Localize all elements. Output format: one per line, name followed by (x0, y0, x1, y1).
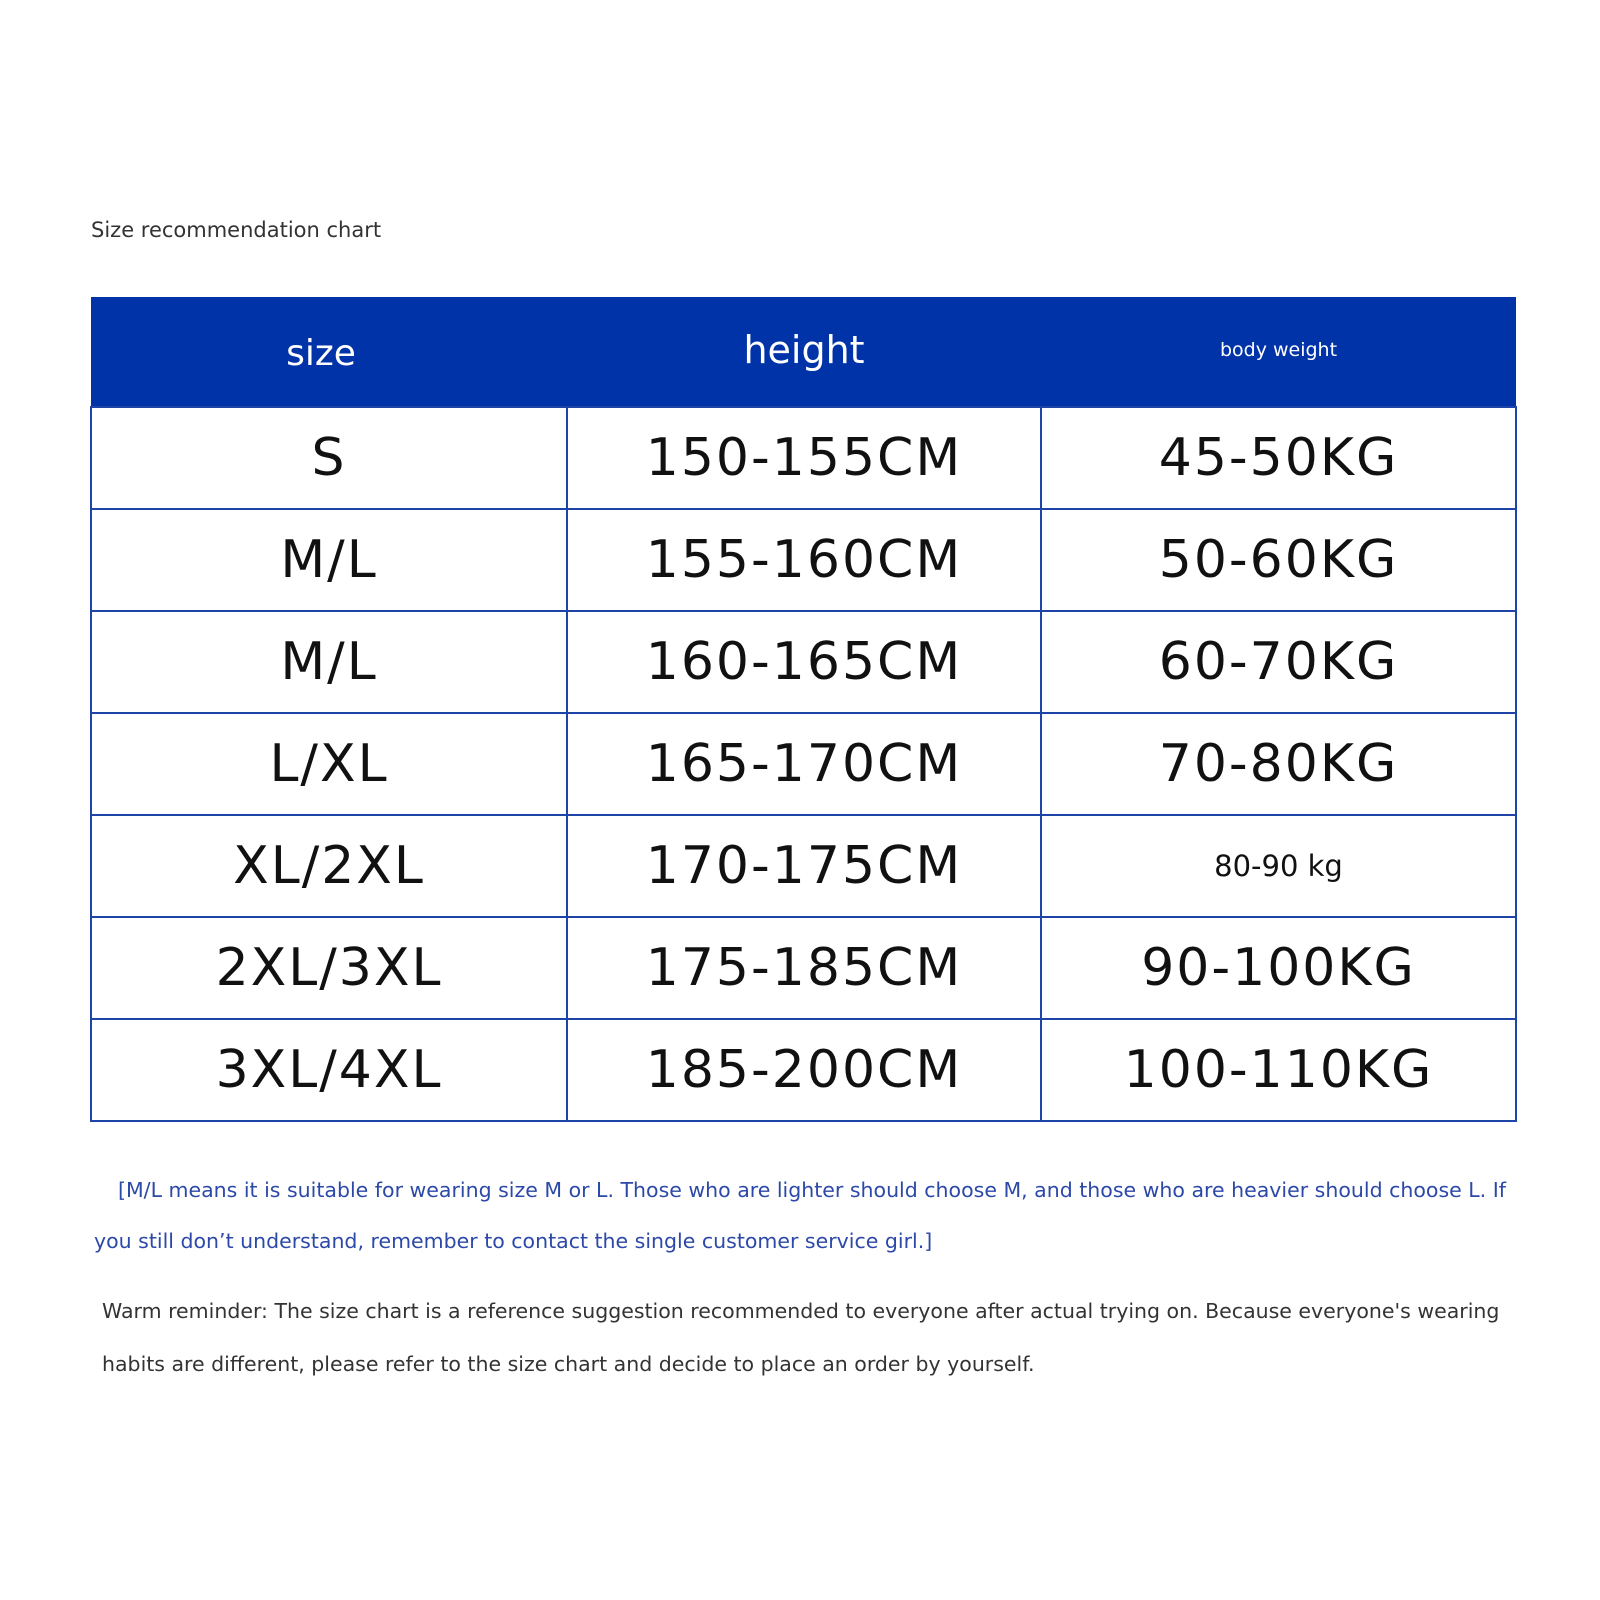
cell-weight: 80-90 kg (1041, 815, 1516, 917)
cell-height: 150-155CM (567, 407, 1041, 509)
size-table (90, 297, 1517, 1122)
warm-reminder-note: Warm reminder: The size chart is a reference suggestion recommended to everyone after actual trying on. Because everyone's wearing habits are different, please refer to the size chart and decide to place an order by yourself. (102, 1299, 1500, 1376)
header-height: height (743, 327, 865, 372)
cell-size: M/L (91, 509, 567, 611)
cell-size: M/L (91, 611, 567, 713)
chart-title: Size recommendation chart (91, 218, 382, 242)
table-row (91, 407, 1516, 509)
table-row (91, 1019, 1516, 1121)
cell-weight: 100-110KG (1041, 1019, 1516, 1121)
header-body-weight: body weight (1219, 338, 1338, 361)
cell-height: 165-170CM (567, 713, 1041, 815)
cell-height: 170-175CM (567, 815, 1041, 917)
cell-size: L/XL (91, 713, 567, 815)
cell-height: 160-165CM (567, 611, 1041, 713)
cell-weight: 90-100KG (1041, 917, 1516, 1019)
table-row (91, 509, 1516, 611)
cell-weight: 45-50KG (1041, 407, 1516, 509)
cell-height: 185-200CM (567, 1019, 1041, 1121)
cell-weight: 60-70KG (1041, 611, 1516, 713)
cell-size: 3XL/4XL (91, 1019, 567, 1121)
table-header-row (91, 297, 1516, 407)
table-row (91, 713, 1516, 815)
header-size: size (286, 333, 356, 374)
cell-weight: 70-80KG (1041, 713, 1516, 815)
cell-size: XL/2XL (91, 815, 567, 917)
cell-size: 2XL/3XL (91, 917, 567, 1019)
table-row (91, 611, 1516, 713)
cell-size: S (91, 407, 567, 509)
table-row (91, 917, 1516, 1019)
cell-height: 175-185CM (567, 917, 1041, 1019)
ml-size-note: [M/L means it is suitable for wearing size M or L. Those who are lighter should choose M, and those who are heavier should choose L. If you still don’t understand, remember to contact the single customer service girl.] (94, 1178, 1506, 1253)
table-row (91, 815, 1516, 917)
cell-weight: 50-60KG (1041, 509, 1516, 611)
cell-height: 155-160CM (567, 509, 1041, 611)
